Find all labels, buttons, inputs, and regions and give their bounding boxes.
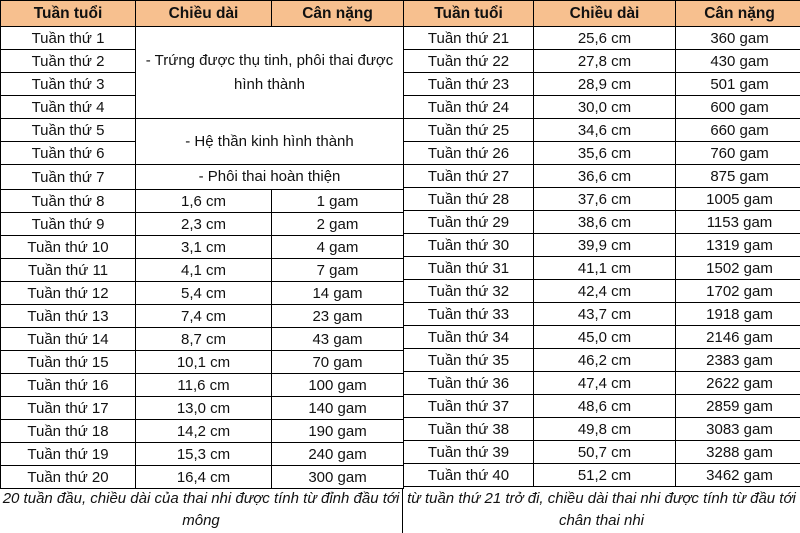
week-cell: Tuần thứ 8 bbox=[1, 190, 136, 213]
weight-cell: 2383 gam bbox=[676, 349, 800, 372]
table-row bbox=[1, 443, 404, 466]
length-cell: 28,9 cm bbox=[534, 73, 676, 96]
weight-cell: 43 gam bbox=[272, 328, 404, 351]
week-cell: Tuần thứ 10 bbox=[1, 236, 136, 259]
table-row bbox=[1, 328, 404, 351]
table-row bbox=[1, 397, 404, 420]
week-cell: Tuần thứ 37 bbox=[404, 395, 534, 418]
week-cell: Tuần thứ 5 bbox=[1, 119, 136, 142]
header-week: Tuần tuổi bbox=[404, 1, 534, 27]
header-length: Chiều dài bbox=[136, 1, 272, 27]
week-cell: Tuần thứ 12 bbox=[1, 282, 136, 305]
week-cell: Tuần thứ 14 bbox=[1, 328, 136, 351]
week-cell: Tuần thứ 24 bbox=[404, 96, 534, 119]
length-cell: 3,1 cm bbox=[136, 236, 272, 259]
weight-cell: 1319 gam bbox=[676, 234, 800, 257]
table-row bbox=[404, 234, 800, 257]
weight-cell: 14 gam bbox=[272, 282, 404, 305]
week-cell: Tuần thứ 27 bbox=[404, 165, 534, 188]
table-row bbox=[1, 236, 404, 259]
week-cell: Tuần thứ 15 bbox=[1, 351, 136, 374]
weight-cell: 1702 gam bbox=[676, 280, 800, 303]
table-row bbox=[404, 395, 800, 418]
table-row bbox=[404, 165, 800, 188]
length-cell: 48,6 cm bbox=[534, 395, 676, 418]
length-cell: 43,7 cm bbox=[534, 303, 676, 326]
week-cell: Tuần thứ 25 bbox=[404, 119, 534, 142]
length-cell: 1,6 cm bbox=[136, 190, 272, 213]
week-cell: Tuần thứ 31 bbox=[404, 257, 534, 280]
table-row bbox=[404, 257, 800, 280]
length-cell: 16,4 cm bbox=[136, 466, 272, 489]
weight-cell: 7 gam bbox=[272, 259, 404, 282]
length-cell: 30,0 cm bbox=[534, 96, 676, 119]
week-cell: Tuần thứ 39 bbox=[404, 441, 534, 464]
length-cell: 15,3 cm bbox=[136, 443, 272, 466]
length-cell: 5,4 cm bbox=[136, 282, 272, 305]
length-cell: 10,1 cm bbox=[136, 351, 272, 374]
table-row bbox=[404, 142, 800, 165]
length-cell: 25,6 cm bbox=[534, 27, 676, 50]
length-cell: 11,6 cm bbox=[136, 374, 272, 397]
merged-note-week-7: - Phôi thai hoàn thiện bbox=[136, 165, 404, 190]
header-week: Tuần tuổi bbox=[1, 1, 136, 27]
table-row bbox=[404, 441, 800, 464]
table-row bbox=[1, 374, 404, 397]
table-row bbox=[1, 351, 404, 374]
week-cell: Tuần thứ 34 bbox=[404, 326, 534, 349]
table-row bbox=[404, 96, 800, 119]
weight-cell: 4 gam bbox=[272, 236, 404, 259]
length-cell: 47,4 cm bbox=[534, 372, 676, 395]
week-cell: Tuần thứ 11 bbox=[1, 259, 136, 282]
length-cell: 38,6 cm bbox=[534, 211, 676, 234]
footnote-left: 20 tuần đầu, chiều dài của thai nhi được tính từ đỉnh đầu tới mông bbox=[0, 488, 403, 533]
table-row bbox=[1, 259, 404, 282]
length-cell: 46,2 cm bbox=[534, 349, 676, 372]
length-cell: 4,1 cm bbox=[136, 259, 272, 282]
week-cell: Tuần thứ 30 bbox=[404, 234, 534, 257]
weight-cell: 501 gam bbox=[676, 73, 800, 96]
week-cell: Tuần thứ 38 bbox=[404, 418, 534, 441]
week-cell: Tuần thứ 19 bbox=[1, 443, 136, 466]
weight-cell: 2 gam bbox=[272, 213, 404, 236]
length-cell: 35,6 cm bbox=[534, 142, 676, 165]
length-cell: 51,2 cm bbox=[534, 464, 676, 487]
week-cell: Tuần thứ 6 bbox=[1, 142, 136, 165]
table-row bbox=[1, 213, 404, 236]
table-row bbox=[404, 464, 800, 487]
weight-cell: 1918 gam bbox=[676, 303, 800, 326]
weight-cell: 600 gam bbox=[676, 96, 800, 119]
weight-cell: 1153 gam bbox=[676, 211, 800, 234]
week-cell: Tuần thứ 9 bbox=[1, 213, 136, 236]
weight-cell: 1 gam bbox=[272, 190, 404, 213]
week-cell: Tuần thứ 4 bbox=[1, 96, 136, 119]
week-cell: Tuần thứ 17 bbox=[1, 397, 136, 420]
table-row bbox=[404, 372, 800, 395]
length-cell: 8,7 cm bbox=[136, 328, 272, 351]
weight-cell: 1502 gam bbox=[676, 257, 800, 280]
header-weight: Cân nặng bbox=[676, 1, 800, 27]
weight-cell: 660 gam bbox=[676, 119, 800, 142]
week-cell: Tuần thứ 18 bbox=[1, 420, 136, 443]
weight-cell: 70 gam bbox=[272, 351, 404, 374]
weight-cell: 240 gam bbox=[272, 443, 404, 466]
week-cell: Tuần thứ 32 bbox=[404, 280, 534, 303]
week-cell: Tuần thứ 7 bbox=[1, 165, 136, 190]
weight-cell: 875 gam bbox=[676, 165, 800, 188]
week-cell: Tuần thứ 26 bbox=[404, 142, 534, 165]
right-table bbox=[403, 0, 800, 487]
length-cell: 50,7 cm bbox=[534, 441, 676, 464]
weight-cell: 760 gam bbox=[676, 142, 800, 165]
week-cell: Tuần thứ 16 bbox=[1, 374, 136, 397]
merged-note-weeks-1-4: - Trứng được thụ tinh, phôi thai được hình thành bbox=[136, 27, 404, 119]
weight-cell: 300 gam bbox=[272, 466, 404, 489]
weight-cell: 100 gam bbox=[272, 374, 404, 397]
week-cell: Tuần thứ 13 bbox=[1, 305, 136, 328]
header-weight: Cân nặng bbox=[272, 1, 404, 27]
week-cell: Tuần thứ 3 bbox=[1, 73, 136, 96]
table-row bbox=[404, 27, 800, 50]
week-cell: Tuần thứ 33 bbox=[404, 303, 534, 326]
table-row bbox=[404, 303, 800, 326]
length-cell: 2,3 cm bbox=[136, 213, 272, 236]
weight-cell: 2859 gam bbox=[676, 395, 800, 418]
weight-cell: 360 gam bbox=[676, 27, 800, 50]
table-row bbox=[1, 190, 404, 213]
week-cell: Tuần thứ 36 bbox=[404, 372, 534, 395]
header-length: Chiều dài bbox=[534, 1, 676, 27]
length-cell: 34,6 cm bbox=[534, 119, 676, 142]
length-cell: 7,4 cm bbox=[136, 305, 272, 328]
table-row bbox=[404, 211, 800, 234]
table-row bbox=[404, 349, 800, 372]
week-cell: Tuần thứ 21 bbox=[404, 27, 534, 50]
weight-cell: 23 gam bbox=[272, 305, 404, 328]
length-cell: 36,6 cm bbox=[534, 165, 676, 188]
week-cell: Tuần thứ 22 bbox=[404, 50, 534, 73]
length-cell: 45,0 cm bbox=[534, 326, 676, 349]
table-row bbox=[404, 326, 800, 349]
table-row bbox=[404, 188, 800, 211]
length-cell: 39,9 cm bbox=[534, 234, 676, 257]
table-row bbox=[1, 282, 404, 305]
weight-cell: 3083 gam bbox=[676, 418, 800, 441]
length-cell: 41,1 cm bbox=[534, 257, 676, 280]
weight-cell: 190 gam bbox=[272, 420, 404, 443]
week-cell: Tuần thứ 40 bbox=[404, 464, 534, 487]
week-cell: Tuần thứ 28 bbox=[404, 188, 534, 211]
table-row bbox=[404, 280, 800, 303]
table-row bbox=[404, 119, 800, 142]
length-cell: 14,2 cm bbox=[136, 420, 272, 443]
table-row bbox=[1, 305, 404, 328]
week-cell: Tuần thứ 20 bbox=[1, 466, 136, 489]
table-row bbox=[404, 50, 800, 73]
week-cell: Tuần thứ 2 bbox=[1, 50, 136, 73]
table-row bbox=[404, 73, 800, 96]
week-cell: Tuần thứ 35 bbox=[404, 349, 534, 372]
table-row bbox=[404, 418, 800, 441]
weight-cell: 3288 gam bbox=[676, 441, 800, 464]
weight-cell: 140 gam bbox=[272, 397, 404, 420]
weight-cell: 3462 gam bbox=[676, 464, 800, 487]
length-cell: 37,6 cm bbox=[534, 188, 676, 211]
weight-cell: 2146 gam bbox=[676, 326, 800, 349]
weight-cell: 2622 gam bbox=[676, 372, 800, 395]
week-cell: Tuần thứ 29 bbox=[404, 211, 534, 234]
merged-note-weeks-5-6: - Hệ thần kinh hình thành bbox=[136, 119, 404, 165]
length-cell: 13,0 cm bbox=[136, 397, 272, 420]
table-row bbox=[1, 420, 404, 443]
footnote-right: từ tuần thứ 21 trở đi, chiều dài thai nhi được tính từ đầu tới chân thai nhi bbox=[407, 490, 796, 529]
length-cell: 27,8 cm bbox=[534, 50, 676, 73]
length-cell: 49,8 cm bbox=[534, 418, 676, 441]
weight-cell: 430 gam bbox=[676, 50, 800, 73]
length-cell: 42,4 cm bbox=[534, 280, 676, 303]
table-row bbox=[1, 466, 404, 489]
week-cell: Tuần thứ 23 bbox=[404, 73, 534, 96]
week-cell: Tuần thứ 1 bbox=[1, 27, 136, 50]
left-table bbox=[0, 0, 404, 489]
weight-cell: 1005 gam bbox=[676, 188, 800, 211]
